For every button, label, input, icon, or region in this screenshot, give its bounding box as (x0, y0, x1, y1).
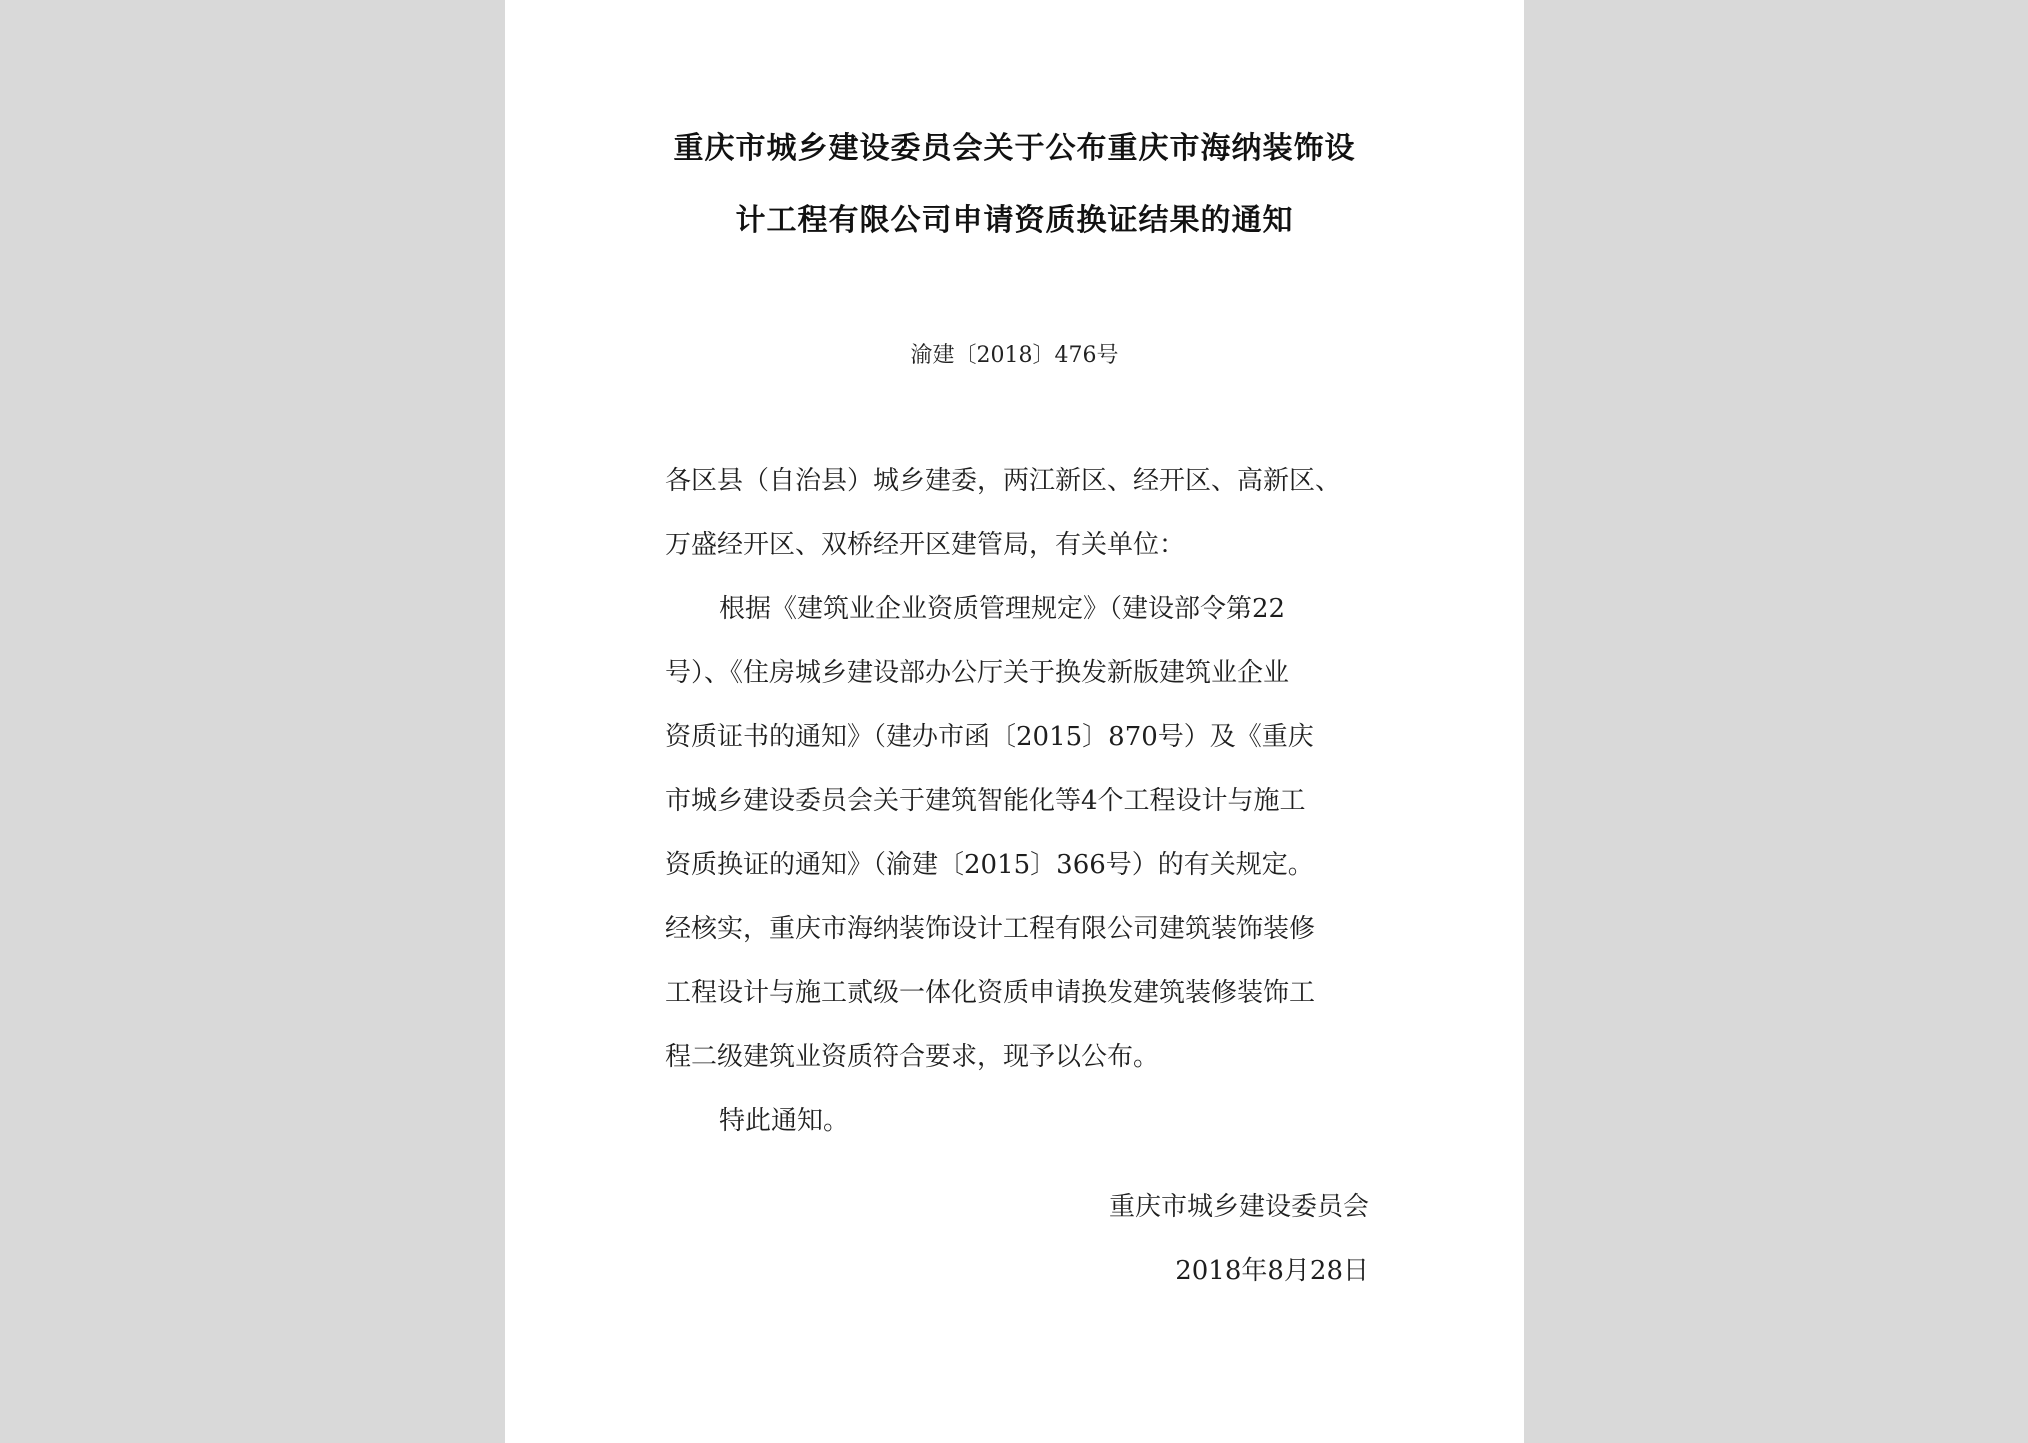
addressee-line: 万盛经开区、双桥经开区建管局，有关单位： (665, 530, 1186, 560)
date: 2018年8月28日 (1175, 1256, 1369, 1286)
body-line: 经核实，重庆市海纳装饰设计工程有限公司建筑装饰装修 (665, 914, 1316, 944)
body-line: 资质换证的通知》（渝建〔2015〕366号）的有关规定。 (665, 850, 1314, 880)
body-line: 程二级建筑业资质符合要求，现予以公布。 (665, 1042, 1160, 1072)
document-page (505, 0, 1524, 1443)
body-line: 市城乡建设委员会关于建筑智能化等4个工程设计与施工 (665, 786, 1306, 816)
body-line: 资质证书的通知》（建办市函〔2015〕870号）及《重庆 (665, 722, 1314, 752)
body-line: 号）、《住房城乡建设部办公厅关于换发新版建筑业企业 (665, 658, 1290, 688)
addressee-line: 各区县（自治县）城乡建委，两江新区、经开区、高新区、 (665, 466, 1342, 496)
signature: 重庆市城乡建设委员会 (1108, 1192, 1369, 1222)
body-line: 根据《建筑业企业资质管理规定》（建设部令第22 (719, 594, 1286, 624)
closing-line: 特此通知。 (719, 1106, 850, 1136)
body-line: 工程设计与施工贰级一体化资质申请换发建筑装修装饰工 (665, 978, 1316, 1008)
document-title-line-1: 重庆市城乡建设委员会关于公布重庆市海纳装饰设 (673, 131, 1356, 166)
document-title-line-2: 计工程有限公司申请资质换证结果的通知 (735, 203, 1294, 238)
document-number: 渝建〔2018〕476号 (910, 343, 1119, 368)
